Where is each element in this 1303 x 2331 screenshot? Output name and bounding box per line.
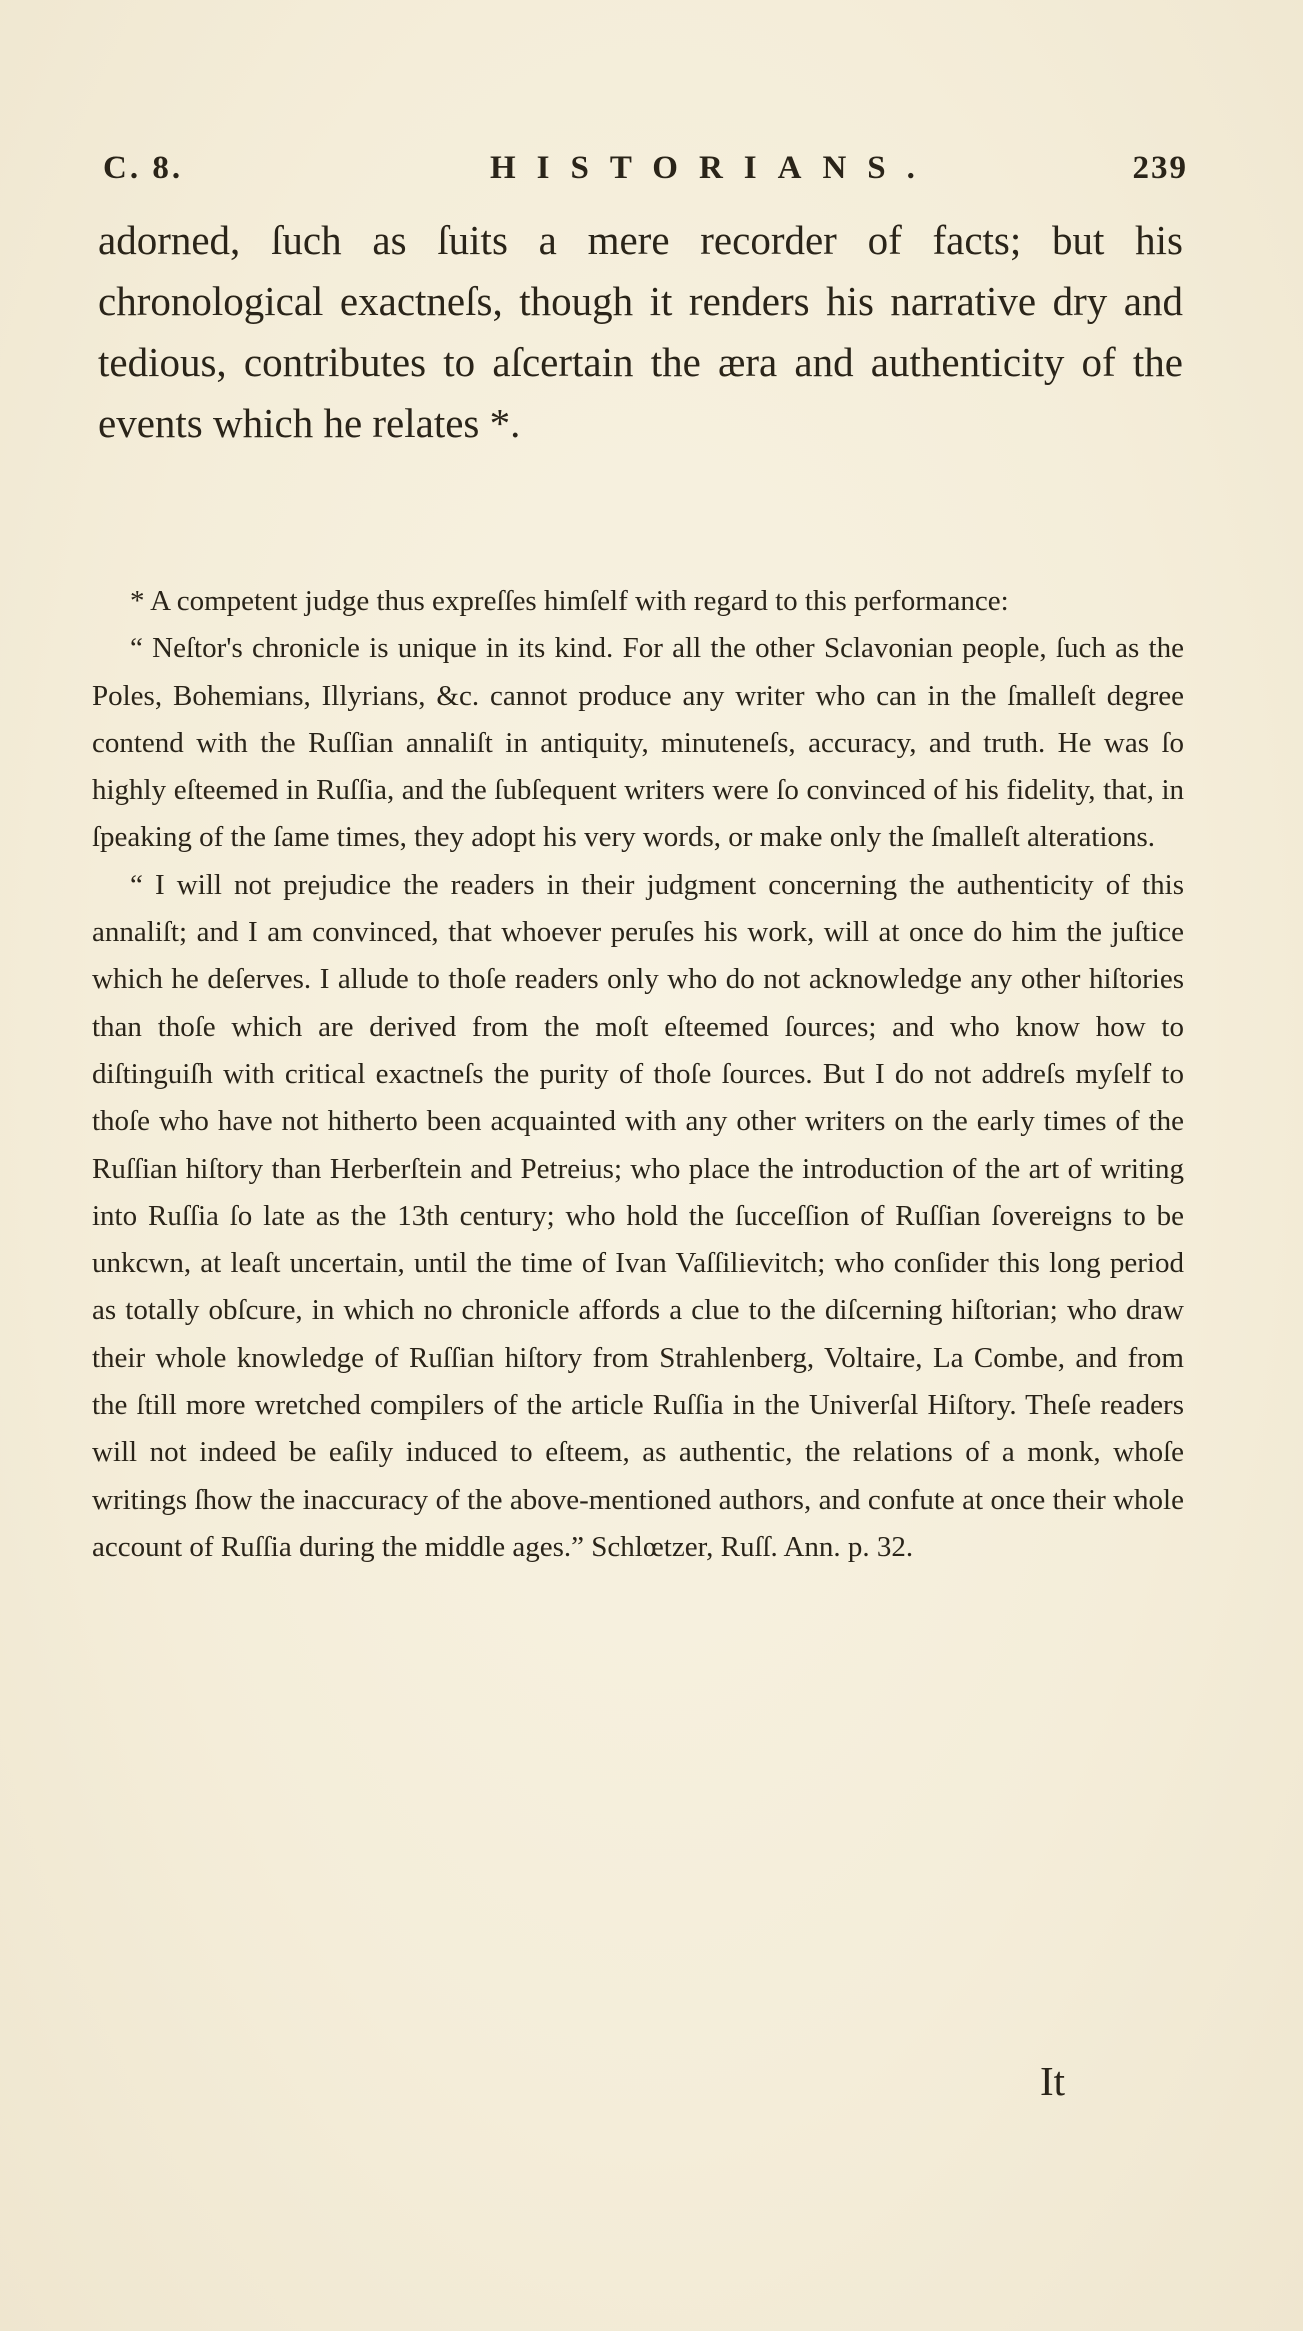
footnote-quote-paragraph: “ Neſtor's chronicle is unique in its kind. For all the other Sclavonian people, ſuch as the Poles, Bohemians, Illyrians, &c. cannot produce any writer who can in the ſmalleſt degree contend with the Ruſſian annaliſt in antiquity, minuteneſs, accuracy, and truth. He was ſo highly eſteemed in Ruſſia, and the ſubſequent writers were ſo convinced of his fidelity, that, in ſpeaking of the ſame times, they adopt his very words, or make only the ſmalleſt alterations. xyxy=(92,632,1184,854)
footnote-intro: * A competent judge thus expreſſes himſelf with regard to this performance: xyxy=(130,585,1009,617)
running-title: HISTORIANS. xyxy=(490,150,936,186)
catchword: It xyxy=(1040,2058,1066,2104)
footnote xyxy=(92,578,1184,1571)
running-header xyxy=(103,150,1188,200)
footnote-quote-paragraph: “ I will not prejudice the readers in their judgment concerning the authenticity of this annaliſt; and I am convinced, that whoever peruſes his work, will at once do him the juſtice which he deſerves. I allude to thoſe readers only who do not acknowledge any other hiſtories than thoſe which are derived from the moſt eſteemed ſources; and who know how to diſtinguiſh with critical exactneſs the purity of thoſe ſources. But I do not addreſs myſelf to thoſe who have not hitherto been acquainted with any other writers on the early times of the Ruſſian hiſtory than Herberſtein and Petreius; who place the introduction of the art of writing into Ruſſia ſo late as the 13th century; who hold the ſucceſſion of Ruſſian ſovereigns to be unkcwn, at leaſt uncertain, until the time of Ivan Vaſſilievitch; who conſider this long period as totally obſcure, in which no chronicle affords a clue to the diſcerning hiſtorian; who draw their whole knowledge of Ruſſian hiſtory from Strahlenberg, Voltaire, La Combe, and from the ſtill more wretched compilers of the article Ruſſia in the Univerſal Hiſtory. Theſe readers will not indeed be eaſily induced to eſteem, as authentic, the relations of a monk, whoſe writings ſhow the inaccuracy of the above-mentioned authors, and confute at once their whole account of Ruſſia during the middle ages.” Schlœtzer, Ruſſ. Ann. p. 32. xyxy=(92,868,1184,1563)
chapter-reference: C. 8. xyxy=(103,150,184,186)
main-text: adorned, ſuch as ſuits a mere recorder of facts; but his chronological exactneſs, though it renders his narrative dry and tedious, contributes to aſcertain the æra and authenticity of the events which he relates *. xyxy=(98,217,1183,446)
page-number: 239 xyxy=(1132,150,1188,186)
